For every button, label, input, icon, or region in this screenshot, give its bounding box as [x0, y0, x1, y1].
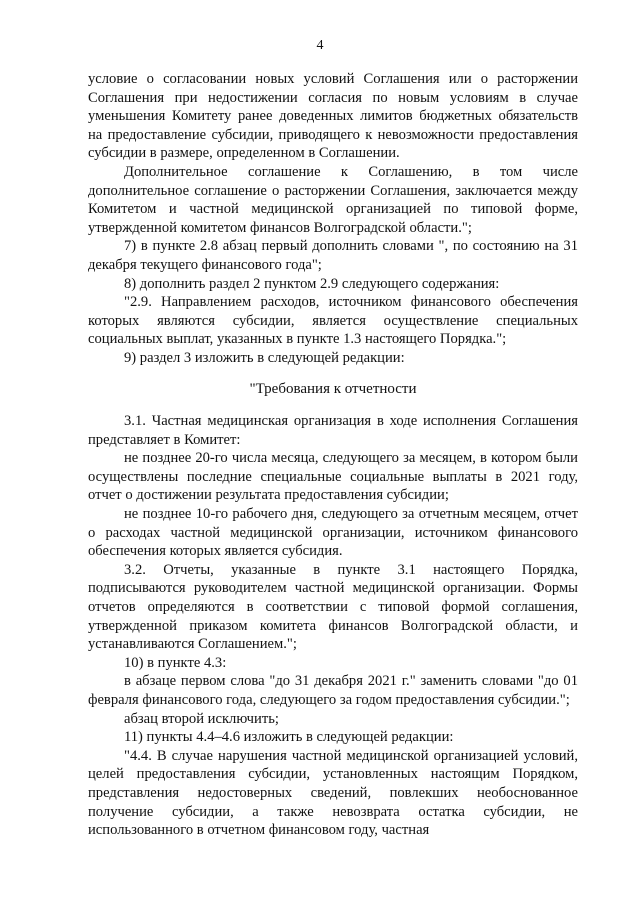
paragraph: "4.4. В случае нарушения частной медицинской организацией условий, целей предоставления субсидии, установленных настоящим Порядком, представления недостоверных сведений, повлекших необоснованное получение субсидии, а также невозврата остатка субсидии, не использованного в отчетном финансовом году, частная [88, 747, 578, 839]
paragraph: условие о согласовании новых условий Соглашения или о расторжении Соглашения при недостижении согласия по новым условиям в случае уменьшения Комитету ранее доведенных лимитов бюджетных обязательств на предоставление субсидии, приводящего к невозможности предоставления субсидии в размере, определенном в Соглашении. [88, 71, 578, 162]
paragraph: 11) пункты 4.4–4.6 изложить в следующей редакции: [124, 729, 454, 746]
page-number: 4 [316, 38, 324, 53]
paragraph: в абзаце первом слова "до 31 декабря 2021 г." заменить словами "до 01 февраля финансового года, следующего за годом предоставления субсидии."; [88, 673, 578, 708]
paragraph: абзац второй исключить; [124, 710, 279, 727]
section-title: "Требования к отчетности [249, 380, 417, 397]
paragraph: 3.1. Частная медицинская организация в ходе исполнения Соглашения представляет в Комитет: [88, 413, 578, 448]
paragraph: 9) раздел 3 изложить в следующей редакции: [124, 349, 405, 366]
paragraph: не позднее 10-го рабочего дня, следующего за отчетным месяцем, отчет о расходах частной медицинской организации, источником финансового обеспечения которых является субсидия. [88, 506, 578, 560]
paragraph: 10) в пункте 4.3: [124, 654, 227, 671]
paragraph: 3.2. Отчеты, указанные в пункте 3.1 настоящего Порядка, подписываются руководителем частной медицинской организации. Формы отчетов определяются в соответствии с типовой формой соглашения, утвержденной приказом комитета финансов Волгоградской области, и устанавливаются Соглашением."; [88, 561, 578, 653]
document-body [88, 70, 578, 840]
paragraph: не позднее 20-го числа месяца, следующего за месяцем, в котором были осуществлены последние специальные социальные выплаты в 2021 году, отчет о достижении результата предоставления субсидии; [88, 450, 578, 504]
paragraph: 7) в пункте 2.8 абзац первый дополнить словами ", по состоянию на 31 декабря текущего финансового года"; [88, 238, 578, 273]
paragraph: "2.9. Направлением расходов, источником финансового обеспечения которых являются субсидии, является осуществление специальных социальных выплат, указанных в пункте 1.3 настоящего Порядка."; [88, 294, 578, 348]
paragraph: Дополнительное соглашение к Соглашению, в том числе дополнительное соглашение о расторжении Соглашения, заключается между Комитетом и частной медицинской организацией по типовой форме, утвержденной комитетом финансов Волгоградской области."; [88, 163, 578, 236]
paragraph: 8) дополнить раздел 2 пунктом 2.9 следующего содержания: [124, 275, 500, 292]
